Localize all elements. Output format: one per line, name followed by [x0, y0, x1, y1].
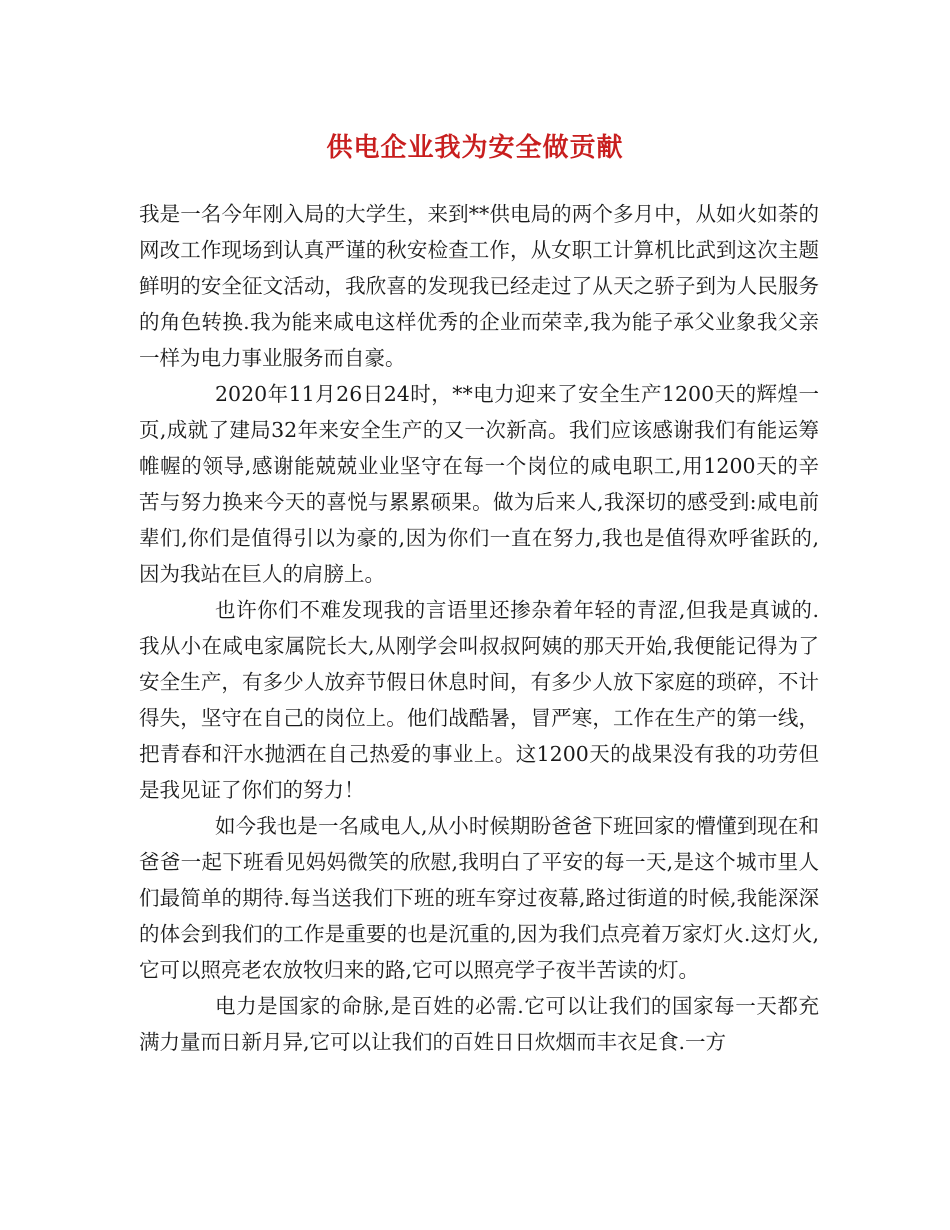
paragraph-3: 也许你们不难发现我的言语里还掺杂着年轻的青涩,但我是真诚的.我从小在咸电家属院长大,从刚学会叫叔叔阿姨的那天开始,我便能记得为了安全生产，有多少人放弃节假日休息时间，有多少人放下家庭的琐碎，不计得失，坚守在自己的岗位上。他们战酷暑，冒严寒，工作在生产的第一线，把青春和汗水抛洒在自己热爱的事业上。这1200天的战果没有我的功劳但是我见证了你们的努力！	[139, 598, 819, 802]
paragraph-4: 如今我也是一名咸电人,从小时候期盼爸爸下班回家的懵懂到现在和爸爸一起下班看见妈妈微笑的欣慰,我明白了平安的每一天,是这个城市里人们最简单的期待.每当送我们下班的班车穿过夜幕,路过街道的时候,我能深深的体会到我们的工作是重要的也是沉重的,因为我们点亮着万家灯火.这灯火,它可以照亮老农放牧归来的路,它可以照亮学子夜半苦读的灯。	[139, 814, 819, 982]
document-body	[139, 196, 819, 1060]
paragraph-2: 2020年11月26日24时，**电力迎来了安全生产1200天的辉煌一页,成就了建局32年来安全生产的又一次新高。我们应该感谢我们有能运筹帷幄的领导,感谢能兢兢业业坚守在每一个岗位的咸电职工,用1200天的辛苦与努力换来今天的喜悦与累累硕果。做为后来人,我深切的感受到:咸电前辈们,你们是值得引以为豪的,因为你们一直在努力,我也是值得欢呼雀跃的,因为我站在巨人的肩膀上。	[139, 382, 819, 586]
document-title: 供电企业我为安全做贡献	[326, 133, 624, 163]
paragraph-5: 电力是国家的命脉,是百姓的必需.它可以让我们的国家每一天都充满力量而日新月异,它可以让我们的百姓日日炊烟而丰衣足食.一方	[139, 994, 819, 1054]
paragraph-1: 我是一名今年刚入局的大学生，来到**供电局的两个多月中，从如火如荼的网改工作现场到认真严谨的秋安检查工作，从女职工计算机比武到这次主题鲜明的安全征文活动，我欣喜的发现我已经走过了从天之骄子到为人民服务的角色转换.我为能来咸电这样优秀的企业而荣幸,我为能子承父业象我父亲一样为电力事业服务而自豪。	[139, 202, 819, 370]
